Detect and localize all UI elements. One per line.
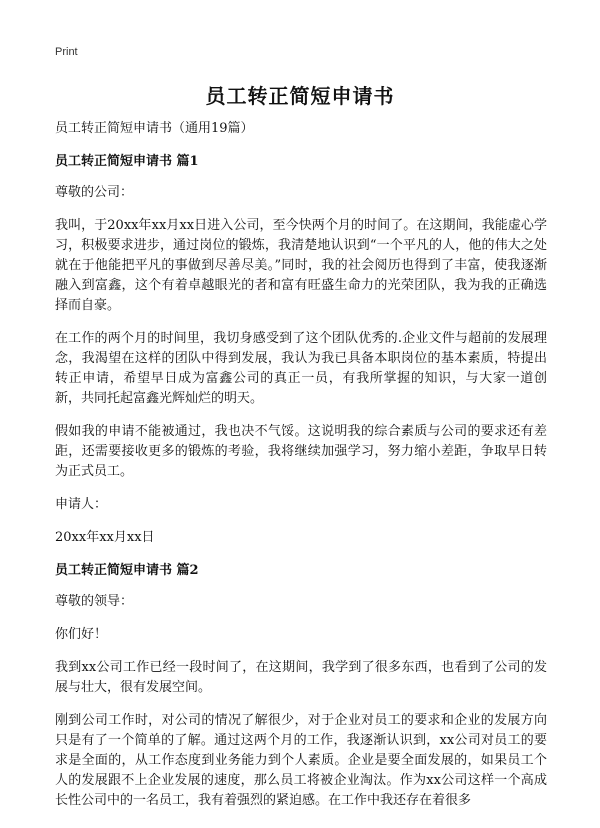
date-line: 20xx年xx月xx日 xyxy=(55,530,155,545)
document-title: 员工转正简短申请书 xyxy=(205,84,395,108)
section-heading: 员工转正简短申请书 篇2 xyxy=(55,563,199,578)
document-body xyxy=(55,119,547,824)
salutation: 你们好！ xyxy=(55,627,108,642)
paragraph: 在工作的两个月的时间里，我切身感受到了这个团队优秀的.企业文件与超前的发展理念，我渴望在这样的团队中得到发展，我认为我已具备本职岗位的基本素质，特提出转正申请，希望早日成为富鑫公司的真正一员，有我所掌握的知识，与大家一道创新，共同托起富鑫光辉灿烂的明天。 xyxy=(55,331,547,406)
greeting: 尊敬的公司： xyxy=(55,185,134,200)
paragraph: 刚到公司工作时，对公司的情况了解很少，对于企业对员工的要求和企业的发展方向只是有了一个简单的了解。通过这两个月的工作，我逐渐认识到，xx公司对员工的要求是全面的，从工作态度到业务能力到个人素质。企业是要全面发展的，如果员工个人的发展跟不上企业发展的速度，那么员工将被企业淘汰。作为xx公司这样一个高成长性公司中的一名员工，我有着强烈的紧迫感。在工作中我还存在着很多 xyxy=(55,713,547,808)
paragraph: 我到xx公司工作已经一段时间了，在这期间，我学到了很多东西，也看到了公司的发展与壮大，很有发展空间。 xyxy=(55,660,547,695)
paragraph: 我叫，于20xx年xx月xx日进入公司，至今快两个月的时间了。在这期间，我能虚心学习，积极要求进步，通过岗位的锻炼，我清楚地认识到“一个平凡的人，他的伟大之处就在于他能把平凡的事做到尽善尽美。”同时，我的社会阅历也得到了丰富，使我逐渐融入到富鑫，这个有着卓越眼光的者和富有旺盛生命力的光荣团队，我为我的正确选择而自豪。 xyxy=(55,218,547,313)
applicant-line: 申请人： xyxy=(55,497,108,512)
print-label: Print xyxy=(55,46,78,58)
greeting: 尊敬的领导： xyxy=(55,594,134,609)
paragraph: 假如我的申请不能被通过，我也决不气馁。这说明我的综合素质与公司的要求还有差距，还需要接收更多的锻炼的考验，我将继续加强学习，努力缩小差距，争取早日转为正式员工。 xyxy=(55,424,547,479)
section-heading: 员工转正简短申请书 篇1 xyxy=(55,154,199,169)
document-subtitle: 员工转正简短申请书（通用19篇） xyxy=(55,121,254,136)
